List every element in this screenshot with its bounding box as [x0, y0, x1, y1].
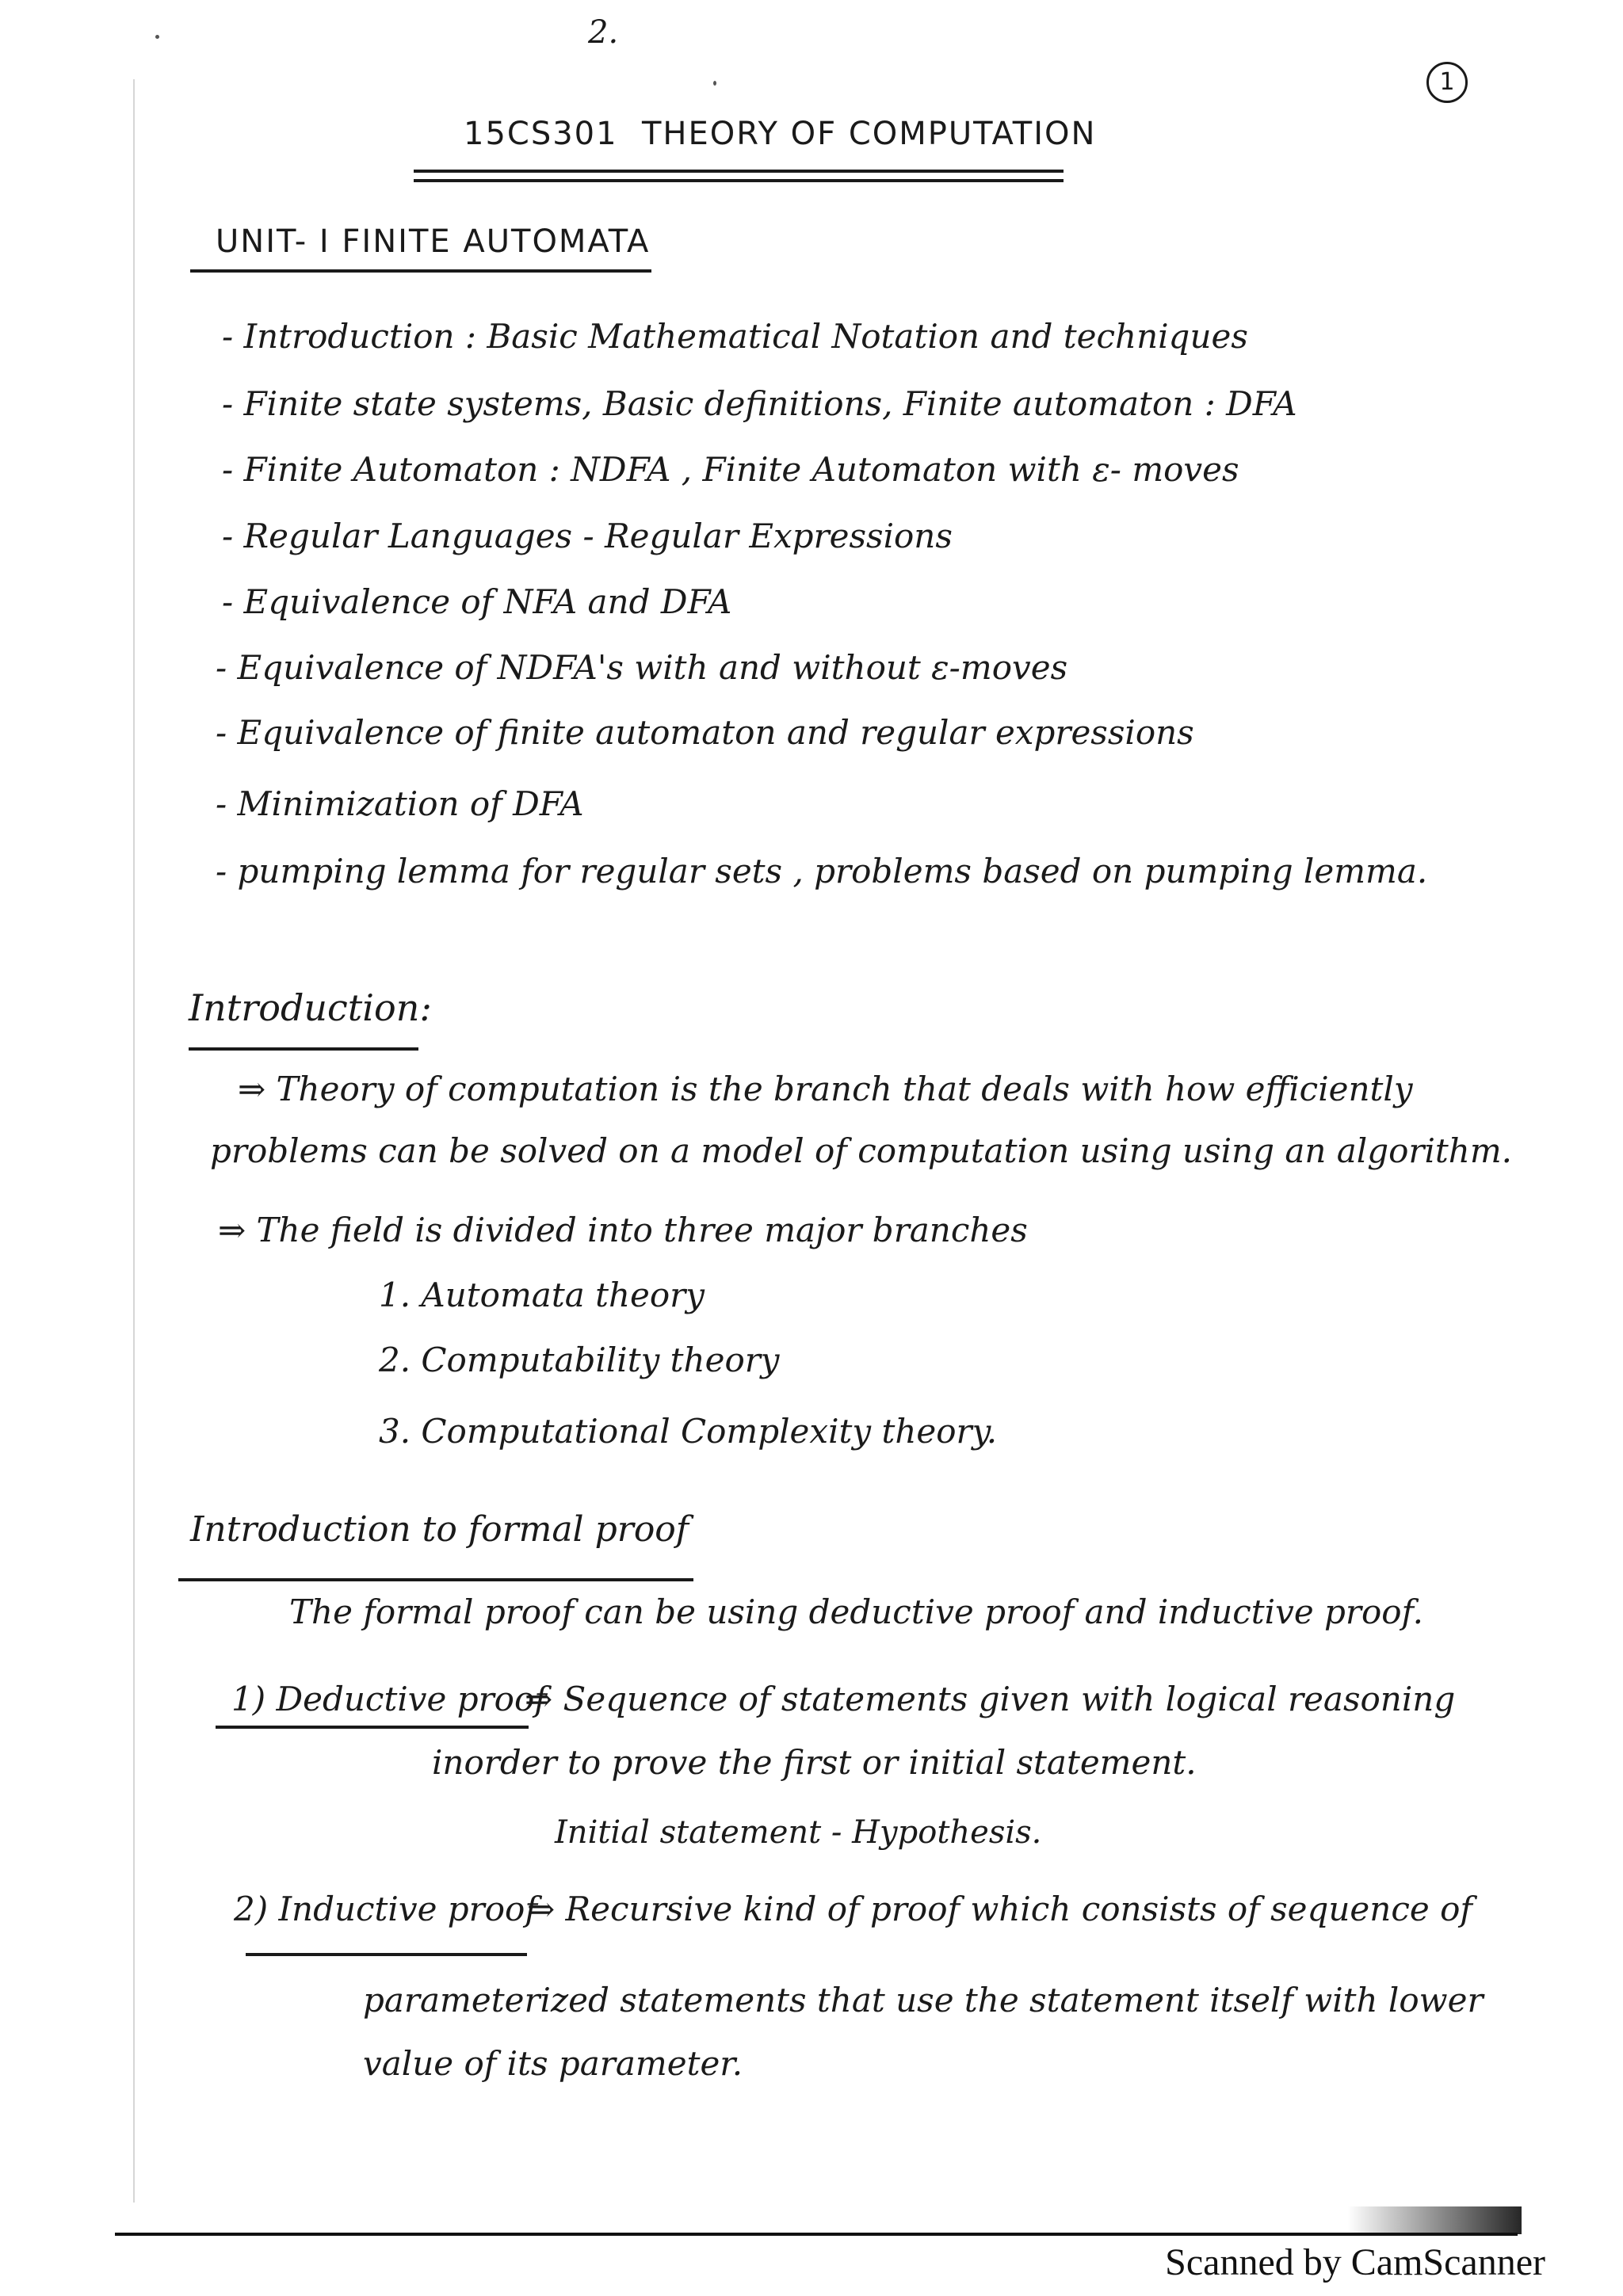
scan-edge-shadow: [1347, 2206, 1522, 2234]
topic-item: - Equivalence of finite automaton and regular expressions: [216, 713, 1194, 752]
deductive-proof-label: 1) Deductive proof: [231, 1680, 547, 1718]
topic-item: - Introduction : Basic Mathematical Notation and techniques: [222, 317, 1248, 356]
branch-item: 2. Computability theory: [379, 1341, 780, 1379]
introduction-heading: Introduction:: [189, 986, 432, 1029]
topic-item: - Equivalence of NDFA's with and without ε-moves: [216, 648, 1068, 687]
scan-bottom-edge: [115, 2233, 1518, 2236]
branch-item: 1. Automata theory: [379, 1276, 705, 1314]
topic-item: - Minimization of DFA: [216, 784, 584, 823]
unit-title: UNIT- I FINITE AUTOMATA: [216, 223, 651, 260]
topic-item: - Finite state systems, Basic definitions, Finite automaton : DFA: [222, 384, 1297, 423]
formal-proof-heading: Introduction to formal proof: [190, 1509, 689, 1550]
introduction-underline: [189, 1047, 418, 1051]
intro-paragraph-line: problems can be solved on a model of computation using using an algorithm.: [210, 1131, 1513, 1170]
left-margin-shadow: [133, 79, 135, 2203]
topic-item: - Finite Automaton : NDFA , Finite Automaton with ε- moves: [222, 450, 1239, 489]
inductive-proof-line: value of its parameter.: [363, 2044, 743, 2083]
title-underline-2: [414, 179, 1064, 182]
deductive-proof-line: Initial statement - Hypothesis.: [555, 1814, 1042, 1851]
inductive-label-underline: [246, 1953, 527, 1956]
course-code: 15CS301: [464, 116, 618, 152]
topic-item: - pumping lemma for regular sets , problems based on pumping lemma.: [216, 852, 1428, 891]
intro-paragraph-line: ⇒ Theory of computation is the branch that deals with how efficiently: [238, 1070, 1413, 1108]
unit-title-underline: [190, 269, 651, 273]
branch-item: 3. Computational Complexity theory.: [379, 1412, 998, 1451]
course-title: THEORY OF COMPUTATION: [642, 116, 1097, 152]
top-page-mark: 2.: [588, 14, 619, 51]
inductive-proof-label: 2) Inductive proof: [234, 1890, 537, 1928]
inductive-proof-line: parameterized statements that use the statement itself with lower: [363, 1981, 1484, 2019]
camscanner-watermark: Scanned by CamScanner: [1165, 2241, 1545, 2283]
scan-speck: [155, 35, 159, 39]
topic-item: - Equivalence of NFA and DFA: [222, 582, 732, 621]
formal-proof-underline: [178, 1578, 693, 1581]
title-underline-1: [414, 170, 1064, 173]
deductive-proof-line: ⇒ Sequence of statements given with logical reasoning: [525, 1680, 1456, 1718]
circled-page-number: 1: [1426, 62, 1468, 103]
inductive-proof-line: ⇒ Recursive kind of proof which consists of sequence of: [527, 1890, 1472, 1928]
scan-speck: [713, 81, 716, 86]
deductive-proof-line: inorder to prove the first or initial statement.: [432, 1743, 1197, 1782]
intro-paragraph-line: ⇒ The field is divided into three major branches: [218, 1211, 1028, 1249]
topic-item: - Regular Languages - Regular Expressions: [222, 517, 953, 555]
formal-proof-intro: The formal proof can be using deductive proof and inductive proof.: [289, 1592, 1423, 1631]
deductive-label-underline: [216, 1726, 529, 1729]
